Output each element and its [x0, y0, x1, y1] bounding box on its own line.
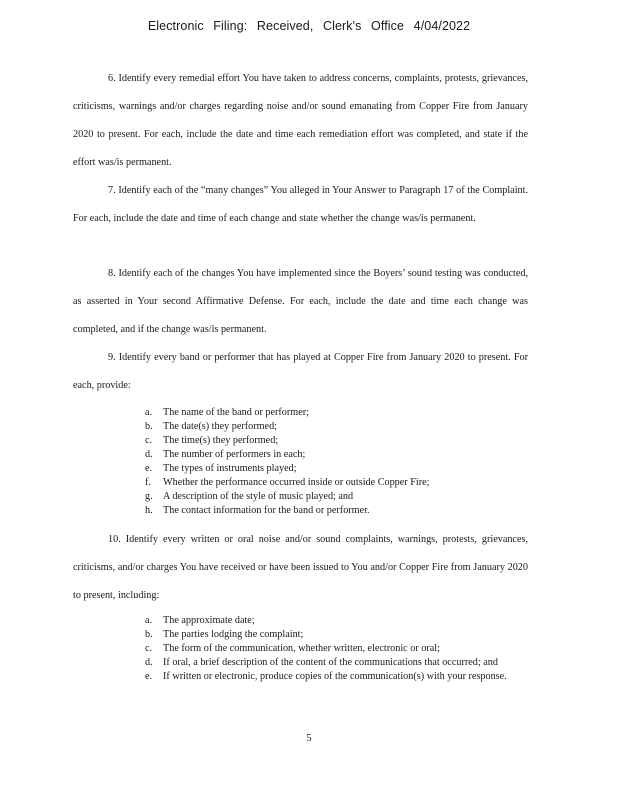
- list-item: d. The number of performers in each;: [145, 449, 306, 460]
- interrogatory-10-subitems: [145, 614, 525, 684]
- interrogatory-8: 8. Identify each of the changes You have implemented since the Boyers’ sound testing was conducted, as asserted in Your second Affirmative Defense. For each, include the date and time each change was completed, and if the change was/is permanent.: [73, 268, 528, 335]
- list-item: e. The types of instruments played;: [145, 463, 297, 474]
- list-item: a. The name of the band or performer;: [145, 407, 309, 418]
- filing-stamp-header: Electronic Filing: Received, Clerk's Office 4/04/2022: [147, 19, 471, 33]
- list-item: g. A description of the style of music played; and: [145, 491, 354, 502]
- list-item: c. The form of the communication, whether written, electronic or oral;: [145, 643, 440, 654]
- interrogatory-6: 6. Identify every remedial effort You have taken to address concerns, complaints, protests, grievances, criticisms, warnings and/or charges regarding noise and/or sound emanating from Copper Fire from January 2020 to present. For each, include the date and time each remediation effort was completed, and state if the effort was/is permanent.: [73, 73, 528, 168]
- page-number: 5: [306, 733, 312, 744]
- list-item: b. The date(s) they performed;: [145, 421, 277, 432]
- interrogatory-9-subitems: [145, 406, 525, 518]
- list-item: f. Whether the performance occurred inside or outside Copper Fire;: [145, 477, 430, 488]
- list-item: c. The time(s) they performed;: [145, 435, 279, 446]
- interrogatory-10: 10. Identify every written or oral noise and/or sound complaints, warnings, protests, grievances, criticisms, and/or charges You have received or have been issued to You and/or Copper Fire from January 2020 to present, including:: [73, 534, 528, 601]
- list-item: e. If written or electronic, produce copies of the communication(s) with your response.: [145, 671, 507, 682]
- list-item: b. The parties lodging the complaint;: [145, 629, 304, 640]
- list-item: d. If oral, a brief description of the content of the communications that occurred; and: [145, 657, 498, 668]
- interrogatory-9: 9. Identify every band or performer that has played at Copper Fire from January 2020 to present. For each, provide:: [73, 352, 528, 391]
- interrogatory-7: 7. Identify each of the “many changes” You alleged in Your Answer to Paragraph 17 of the Complaint. For each, include the date and time of each change and state whether the change was/is permanent.: [73, 185, 528, 224]
- list-item: h. The contact information for the band or performer.: [145, 505, 370, 516]
- list-item: a. The approximate date;: [145, 615, 255, 626]
